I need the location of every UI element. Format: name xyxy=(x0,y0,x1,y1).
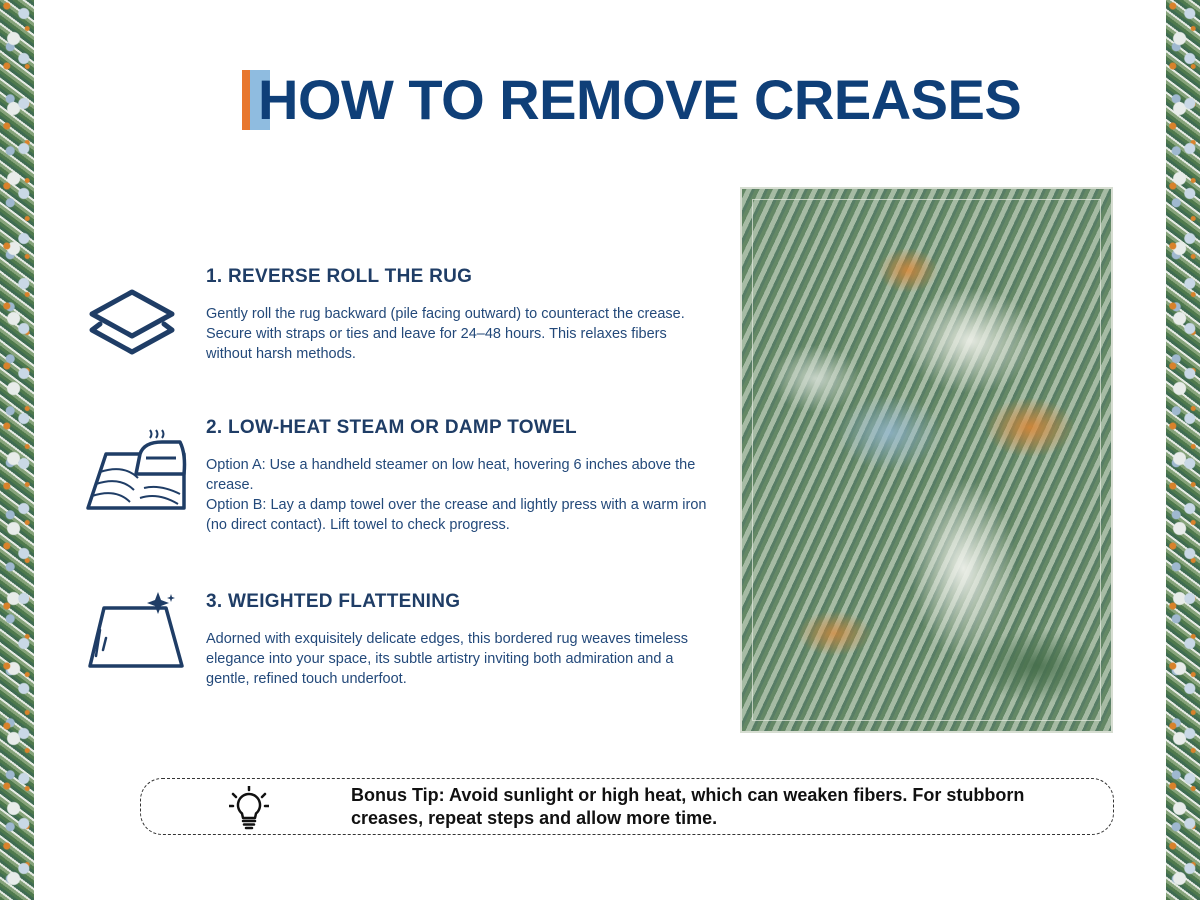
step-weighted-flattening xyxy=(206,591,716,689)
step-option-b: Option B: Lay a damp towel over the crease and lightly press with a warm iron (no direct contact). Lift towel to check progress. xyxy=(206,497,707,533)
step-heading: 2. LOW-HEAT STEAM OR DAMP TOWEL xyxy=(206,417,577,438)
step-heading: 3. WEIGHTED FLATTENING xyxy=(206,591,461,612)
steam-iron-icon xyxy=(84,428,194,514)
flat-rug-sparkle-icon xyxy=(86,590,186,670)
step-option-a: Option A: Use a handheld steamer on low heat, hovering 6 inches above the crease. xyxy=(206,457,696,493)
bonus-tip-box xyxy=(140,778,1114,835)
step-reverse-roll xyxy=(206,266,716,364)
step-steam-or-towel xyxy=(206,417,716,535)
step-heading: 1. REVERSE ROLL THE RUG xyxy=(206,266,473,287)
layers-icon xyxy=(86,288,178,360)
rug-texture-right-edge xyxy=(1166,0,1200,900)
rug-texture-left-edge xyxy=(0,0,34,900)
page-title: HOW TO REMOVE CREASES xyxy=(258,68,1022,131)
rug-product-image xyxy=(740,187,1113,733)
title-accent-orange xyxy=(242,70,250,130)
lightbulb-icon xyxy=(229,786,269,835)
step-body: Gently roll the rug backward (pile facing outward) to counteract the crease. Secure with straps or ties and leave for 24–48 hours. This relaxes fibers without harsh methods. xyxy=(206,306,685,362)
title-block xyxy=(242,70,1021,130)
bonus-tip-text: Bonus Tip: Avoid sunlight or high heat, which can weaken fibers. For stubborn creases, repeat steps and allow more time. xyxy=(351,785,1025,828)
step-body: Adorned with exquisitely delicate edges, this bordered rug weaves timeless elegance into your space, its subtle artistry inviting both admiration and a gentle, refined touch underfoot. xyxy=(206,631,688,687)
